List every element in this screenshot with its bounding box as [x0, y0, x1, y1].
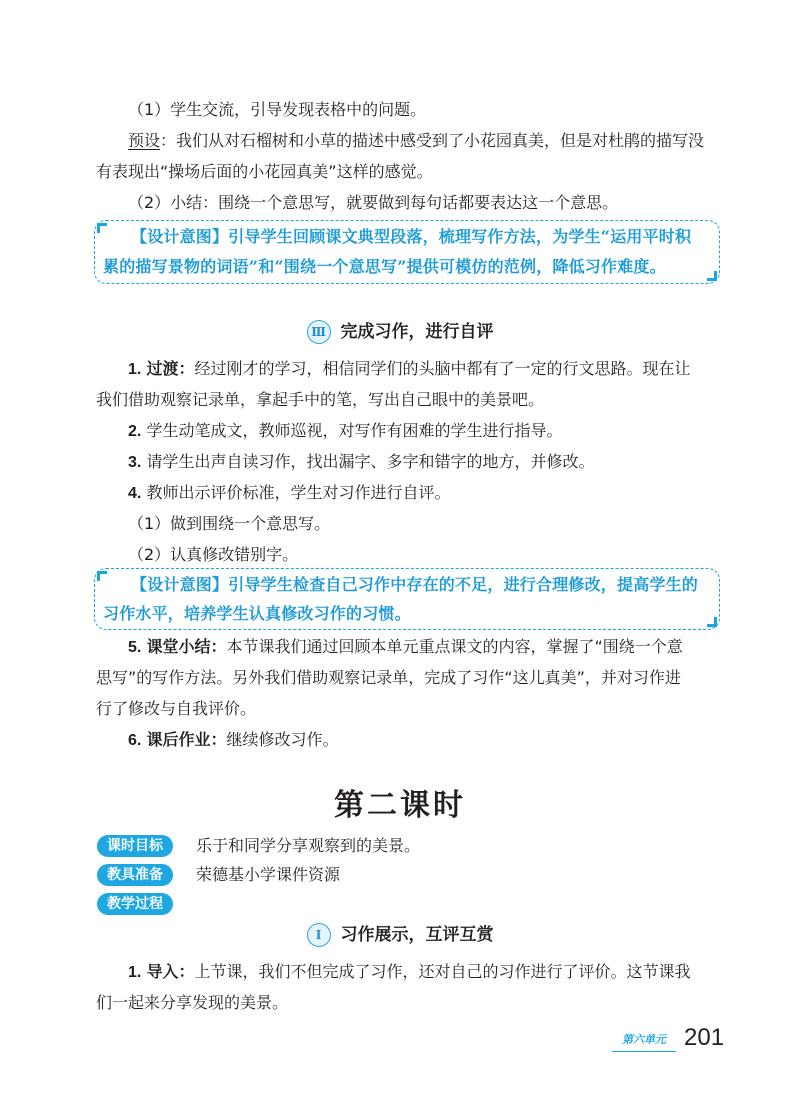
footer-divider: [612, 1051, 676, 1052]
goal-text: 乐于和同学分享观察到的美景。: [196, 836, 421, 855]
design-intent-1-line-1: 【设计意图】引导学生回顾课文典型段落，梳理写作方法，为学生“运用平时积: [131, 227, 692, 246]
lesson-title: 第二课时: [334, 788, 466, 823]
criteria-2: （2）认真修改错别字。: [128, 545, 299, 564]
corner-ornament-icon: [97, 571, 107, 581]
design-intent-label: 【设计意图】: [131, 227, 229, 246]
section-heading-1: [0, 921, 800, 949]
corner-ornament-icon: [707, 271, 717, 281]
corner-ornament-icon: [97, 223, 107, 233]
step-1-line-2: 我们借助观察记录单，拿起手中的笔，写出自己眼中的美景吧。: [96, 390, 545, 409]
prep-tag: 教具准备: [97, 864, 173, 886]
step-6: 6. 课后作业：继续修改习作。: [128, 730, 339, 749]
design-intent-label: 【设计意图】: [131, 575, 229, 594]
step-2: 2. 学生动笔成文，教师巡视，对写作有困难的学生进行指导。: [128, 421, 563, 440]
criteria-1: （1）做到围绕一个意思写。: [128, 514, 331, 533]
step-3: 3. 请学生出声自读习作，找出漏字、多字和错字的地方，并修改。: [128, 452, 595, 471]
step-5-line-3: 行了修改与自我评价。: [96, 699, 257, 718]
step-4: 4. 教师出示评价标准，学生对习作进行自评。: [128, 483, 451, 502]
roman-numeral-3-icon: Ⅲ: [307, 320, 331, 344]
preset-line-2: 有表现出“操场后面的小花园真美”这样的感觉。: [96, 162, 433, 181]
discuss-point-1: （1）学生交流，引导发现表格中的问题。: [128, 100, 427, 119]
design-intent-2-line-2: 习作水平，培养学生认真修改习作的习惯。: [103, 604, 411, 623]
preset-line-1: [128, 125, 720, 157]
section-title-1: 习作展示，互评互赏: [340, 925, 494, 945]
design-intent-2-line-1: 【设计意图】引导学生检查自己习作中存在的不足，进行合理修改，提高学生的: [131, 575, 699, 594]
design-intent-box-2: [94, 568, 720, 630]
step-5-line-1: 5. 课堂小结：本节课我们通过回顾本单元重点课文的内容，掌握了“围绕一个意: [128, 637, 683, 656]
design-intent-box-1: [94, 220, 720, 284]
preset-label: 预设: [128, 131, 161, 150]
design-intent-1-line-2: 累的描写景物的词语”和“围绕一个意思写”提供可模仿的范例，降低习作难度。: [103, 257, 666, 276]
intro-line-2: 们一起来分享发现的美景。: [96, 993, 289, 1012]
step-5-line-2: 思写”的写作方法。另外我们借助观察记录单，完成了习作“这儿真美”，并对习作进: [96, 668, 681, 687]
discuss-point-2: （2）小结：围绕一个意思写，就要做到每句话都要表达这一个意思。: [128, 193, 619, 212]
section-title-3: 完成习作，进行自评: [340, 322, 494, 342]
corner-ornament-icon: [707, 617, 717, 627]
section-heading-3: [0, 318, 800, 346]
goal-tag: 课时目标: [97, 835, 173, 857]
prep-text: 荣德基小学课件资源: [196, 865, 341, 884]
process-tag: 教学过程: [97, 893, 173, 915]
page-number: 201: [684, 1024, 725, 1051]
roman-numeral-1-icon: Ⅰ: [307, 923, 331, 947]
unit-label: 第六单元: [622, 1033, 666, 1046]
intro-line-1: 1. 导入：上节课，我们不但完成了习作，还对自己的习作进行了评价。这节课我: [128, 962, 691, 981]
preset-text-1: ：我们从对石榴树和小草的描述中感受到了小花园真美，但是对杜鹃的描写没: [160, 131, 705, 150]
step-1-line-1: 1. 过渡：经过刚才的学习，相信同学们的头脑中都有了一定的行文思路。现在让: [128, 359, 691, 378]
